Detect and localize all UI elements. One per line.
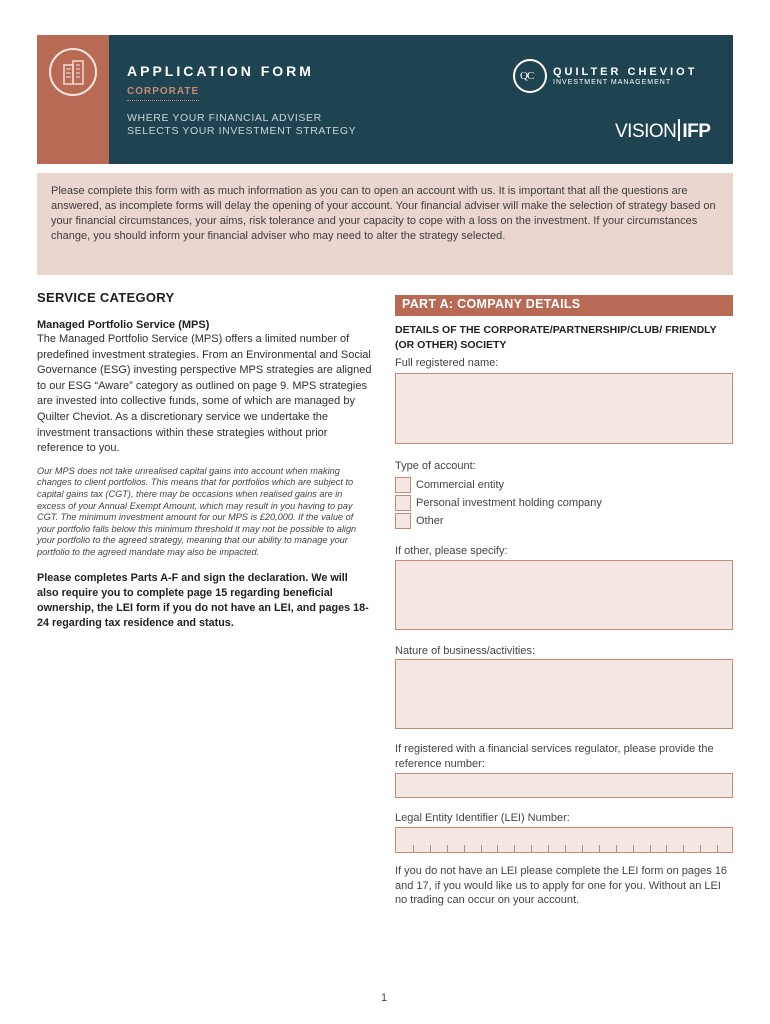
lei-char-separator [700, 845, 701, 852]
lei-char-separator [650, 845, 651, 852]
lei-char-separator [616, 845, 617, 852]
company-logo-subtitle: INVESTMENT MANAGEMENT [553, 79, 672, 86]
company-logo-name: QUILTER CHEVIOT [553, 66, 698, 78]
checkbox-commercial-entity[interactable] [395, 477, 411, 493]
building-icon [49, 48, 97, 96]
lei-char-separator [565, 845, 566, 852]
header-banner [37, 35, 733, 164]
account-type-label: Type of account: [395, 459, 476, 472]
lei-char-separator [514, 845, 515, 852]
partner-logo-vision: VISION [615, 121, 677, 142]
lei-note: If you do not have an LEI please complete the LEI form on pages 16 and 17, if you would like us to apply for one for you. Without an LEI no trading can occur on your account. [395, 865, 728, 907]
logo-monogram: QC [520, 70, 534, 82]
partner-logo-ifp: IFP [682, 121, 711, 142]
account-type-option-label: Personal investment holding company [416, 496, 602, 509]
part-a-title: PART A: COMPANY DETAILS [395, 295, 733, 316]
lei-char-separator [497, 845, 498, 852]
account-type-options [395, 476, 733, 529]
lei-char-separator [531, 845, 532, 852]
lei-char-separator [430, 845, 431, 852]
account-type-option[interactable] [395, 476, 733, 493]
lei-char-separator [599, 845, 600, 852]
nature-of-business-field[interactable] [395, 659, 733, 729]
checkbox-personal-investment[interactable] [395, 495, 411, 511]
mps-description: The Managed Portfolio Service (MPS) offers a limited number of predefined investment strategies. From an Environmental and Social Governance (ESG) investing perspective MPS strategies are aligned to our ESG “Aware” category as outlined on page 9. MPS strategies are invested into collective funds, some of which are managed by Quilter Cheviot. As a discretionary service we undertake the investment transactions within these strategies without prior reference to you. [37, 333, 372, 455]
mps-heading: Managed Portfolio Service (MPS) [37, 319, 210, 331]
lei-char-separator [464, 845, 465, 852]
checkbox-other[interactable] [395, 513, 411, 529]
lei-label: Legal Entity Identifier (LEI) Number: [395, 811, 570, 824]
service-category-title: SERVICE CATEGORY [37, 290, 175, 305]
account-type-option[interactable] [395, 494, 733, 511]
form-tagline [127, 112, 407, 138]
form-title: APPLICATION FORM [127, 63, 314, 79]
service-category-section [37, 290, 372, 631]
lei-char-separator [666, 845, 667, 852]
tagline-line-2: SELECTS YOUR INVESTMENT STRATEGY [127, 125, 357, 137]
intro-panel: Please complete this form with as much information as you can to open an account with us. It is important that all the questions are answered, as incomplete forms will delay the opening of your account. Your financial adviser will make the selection of strategy based on your financial circumstances, your aims, risk tolerance and your capacity to cope with a loss on the investment. If your circumstances change, you should inform your financial adviser who may need to alter the strategy selected. [37, 173, 733, 275]
form-subtitle: CORPORATE [127, 86, 199, 101]
lei-char-separator [447, 845, 448, 852]
partner-logo [615, 119, 710, 143]
tagline-line-1: WHERE YOUR FINANCIAL ADVISER [127, 112, 322, 124]
part-a-section [395, 295, 733, 908]
lei-char-separator [582, 845, 583, 852]
other-specify-label: If other, please specify: [395, 545, 508, 558]
lei-char-separator [717, 845, 718, 852]
regulator-reference-label: If registered with a financial services regulator, please provide the reference number: [395, 743, 714, 770]
regulator-reference-field[interactable] [395, 773, 733, 798]
account-type-option[interactable] [395, 512, 733, 529]
full-name-field[interactable] [395, 373, 733, 444]
details-heading: DETAILS OF THE CORPORATE/PARTNERSHIP/CLUB/ FRIENDLY (OR OTHER) SOCIETY [395, 324, 717, 351]
lei-char-separator [548, 845, 549, 852]
mps-cgt-note: Our MPS does not take unrealised capital gains into account when making changes to client portfolios. This means that for portfolios which are subject to capital gains tax (CGT), there may be occasions when realised gains are in excess of your Annual Exempt Amount, which may result in you having to pay CGT. The minimum investment amount for our MPS is £20,000. If the value of your portfolio falls below this minimum threshold it may not be possible to align your portfolio to the agreed strategy, meaning that our ability to manage your portfolio to the agreed mandate may also be impacted. [37, 465, 357, 557]
account-type-option-label: Other [416, 514, 444, 527]
lei-char-separator [633, 845, 634, 852]
page-number: 1 [381, 992, 388, 1004]
full-name-label: Full registered name: [395, 357, 499, 369]
header-icon-panel [37, 35, 109, 164]
lei-char-separator [683, 845, 684, 852]
quilter-cheviot-logo-icon [513, 59, 547, 93]
account-type-option-label: Commercial entity [416, 478, 505, 491]
other-specify-field[interactable] [395, 560, 733, 630]
lei-char-separator [481, 845, 482, 852]
lei-field[interactable] [395, 827, 733, 853]
completion-instructions: Please completes Parts A-F and sign the declaration. We will also require you to complete page 15 regarding beneficial ownership, the LEI form if you do not have an LEI, and pages 18-24 regarding tax residence and status. [37, 571, 369, 629]
lei-char-separator [413, 845, 414, 852]
nature-of-business-label: Nature of business/activities: [395, 644, 536, 657]
